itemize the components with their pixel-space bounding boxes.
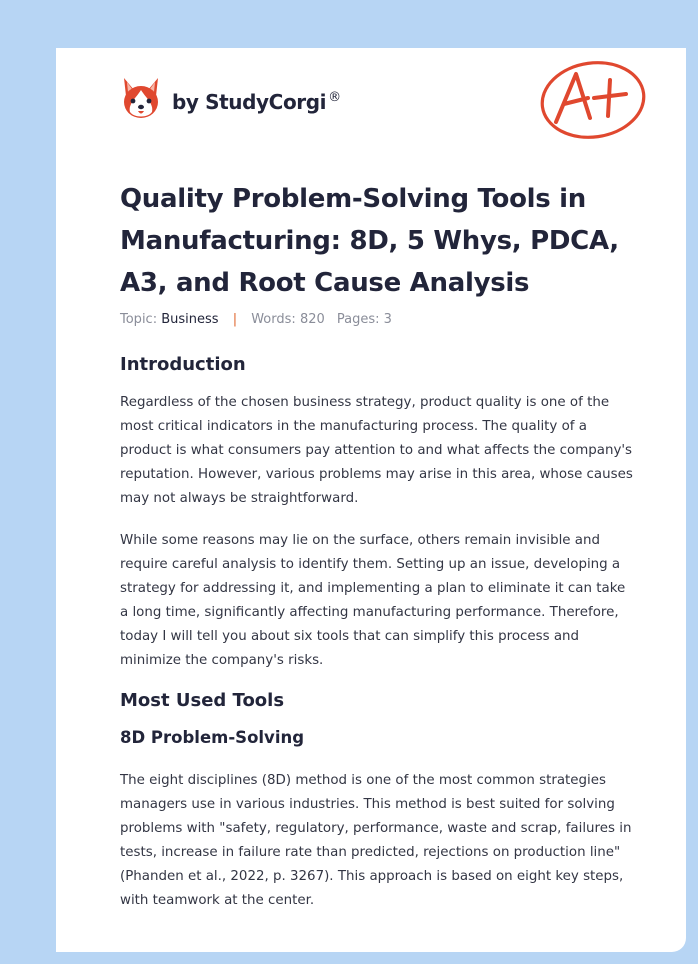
- registered-mark: ®: [328, 90, 341, 106]
- brand-header: [120, 76, 341, 120]
- article-meta: [120, 312, 392, 327]
- tools-heading: Most Used Tools: [120, 690, 285, 711]
- words-count: 820: [299, 312, 325, 327]
- meta-separator: |: [232, 312, 238, 327]
- pages-count: 3: [383, 312, 392, 327]
- article-title: Quality Problem-Solving Tools in Manufacturing: 8D, 5 Whys, PDCA, A3, and Root Cause Analysis: [120, 184, 619, 298]
- intro-paragraph-1: Regardless of the chosen business strategy, product quality is one of the most critical indicators in the manufacturing process. The quality of a product is what consumers pay attention to and what affects the company's reputation. However, various problems may arise in this area, whose causes may not always be straightforward.: [120, 395, 633, 506]
- grade-badge-icon: [538, 58, 648, 140]
- brand-name[interactable]: by StudyCorgi ®: [172, 90, 341, 114]
- topic-label: Topic:: [120, 312, 158, 327]
- grade-text: A+: [538, 58, 540, 59]
- intro-paragraph-2: While some reasons may lie on the surface, others remain invisible and require careful analysis to identify them. Setting up an issue, developing a strategy for addressing it, and implementing a plan to eliminate it can take a long time, significantly affecting manufacturing performance. Therefore, today I will tell you about six tools that can simplify this process and minimize the company's risks.: [120, 533, 626, 668]
- topic-link[interactable]: Business: [161, 312, 219, 327]
- pages-label: Pages:: [336, 312, 380, 327]
- words-label: Words:: [251, 312, 296, 327]
- intro-heading: Introduction: [120, 354, 246, 375]
- corgi-logo-icon[interactable]: [120, 76, 162, 120]
- eightd-heading: 8D Problem-Solving: [120, 728, 305, 747]
- document-page: [56, 48, 686, 952]
- eightd-paragraph-1: The eight disciplines (8D) method is one of the most common strategies managers use in various industries. This method is best suited for solving problems with "safety, regulatory, performance, waste and scrap, failures in tests, increase in failure rate than predicted, rejections on production line" (Phanden et al., 2022, p. 3267). This approach is based on eight key steps, with teamwork at the center.: [120, 773, 632, 908]
